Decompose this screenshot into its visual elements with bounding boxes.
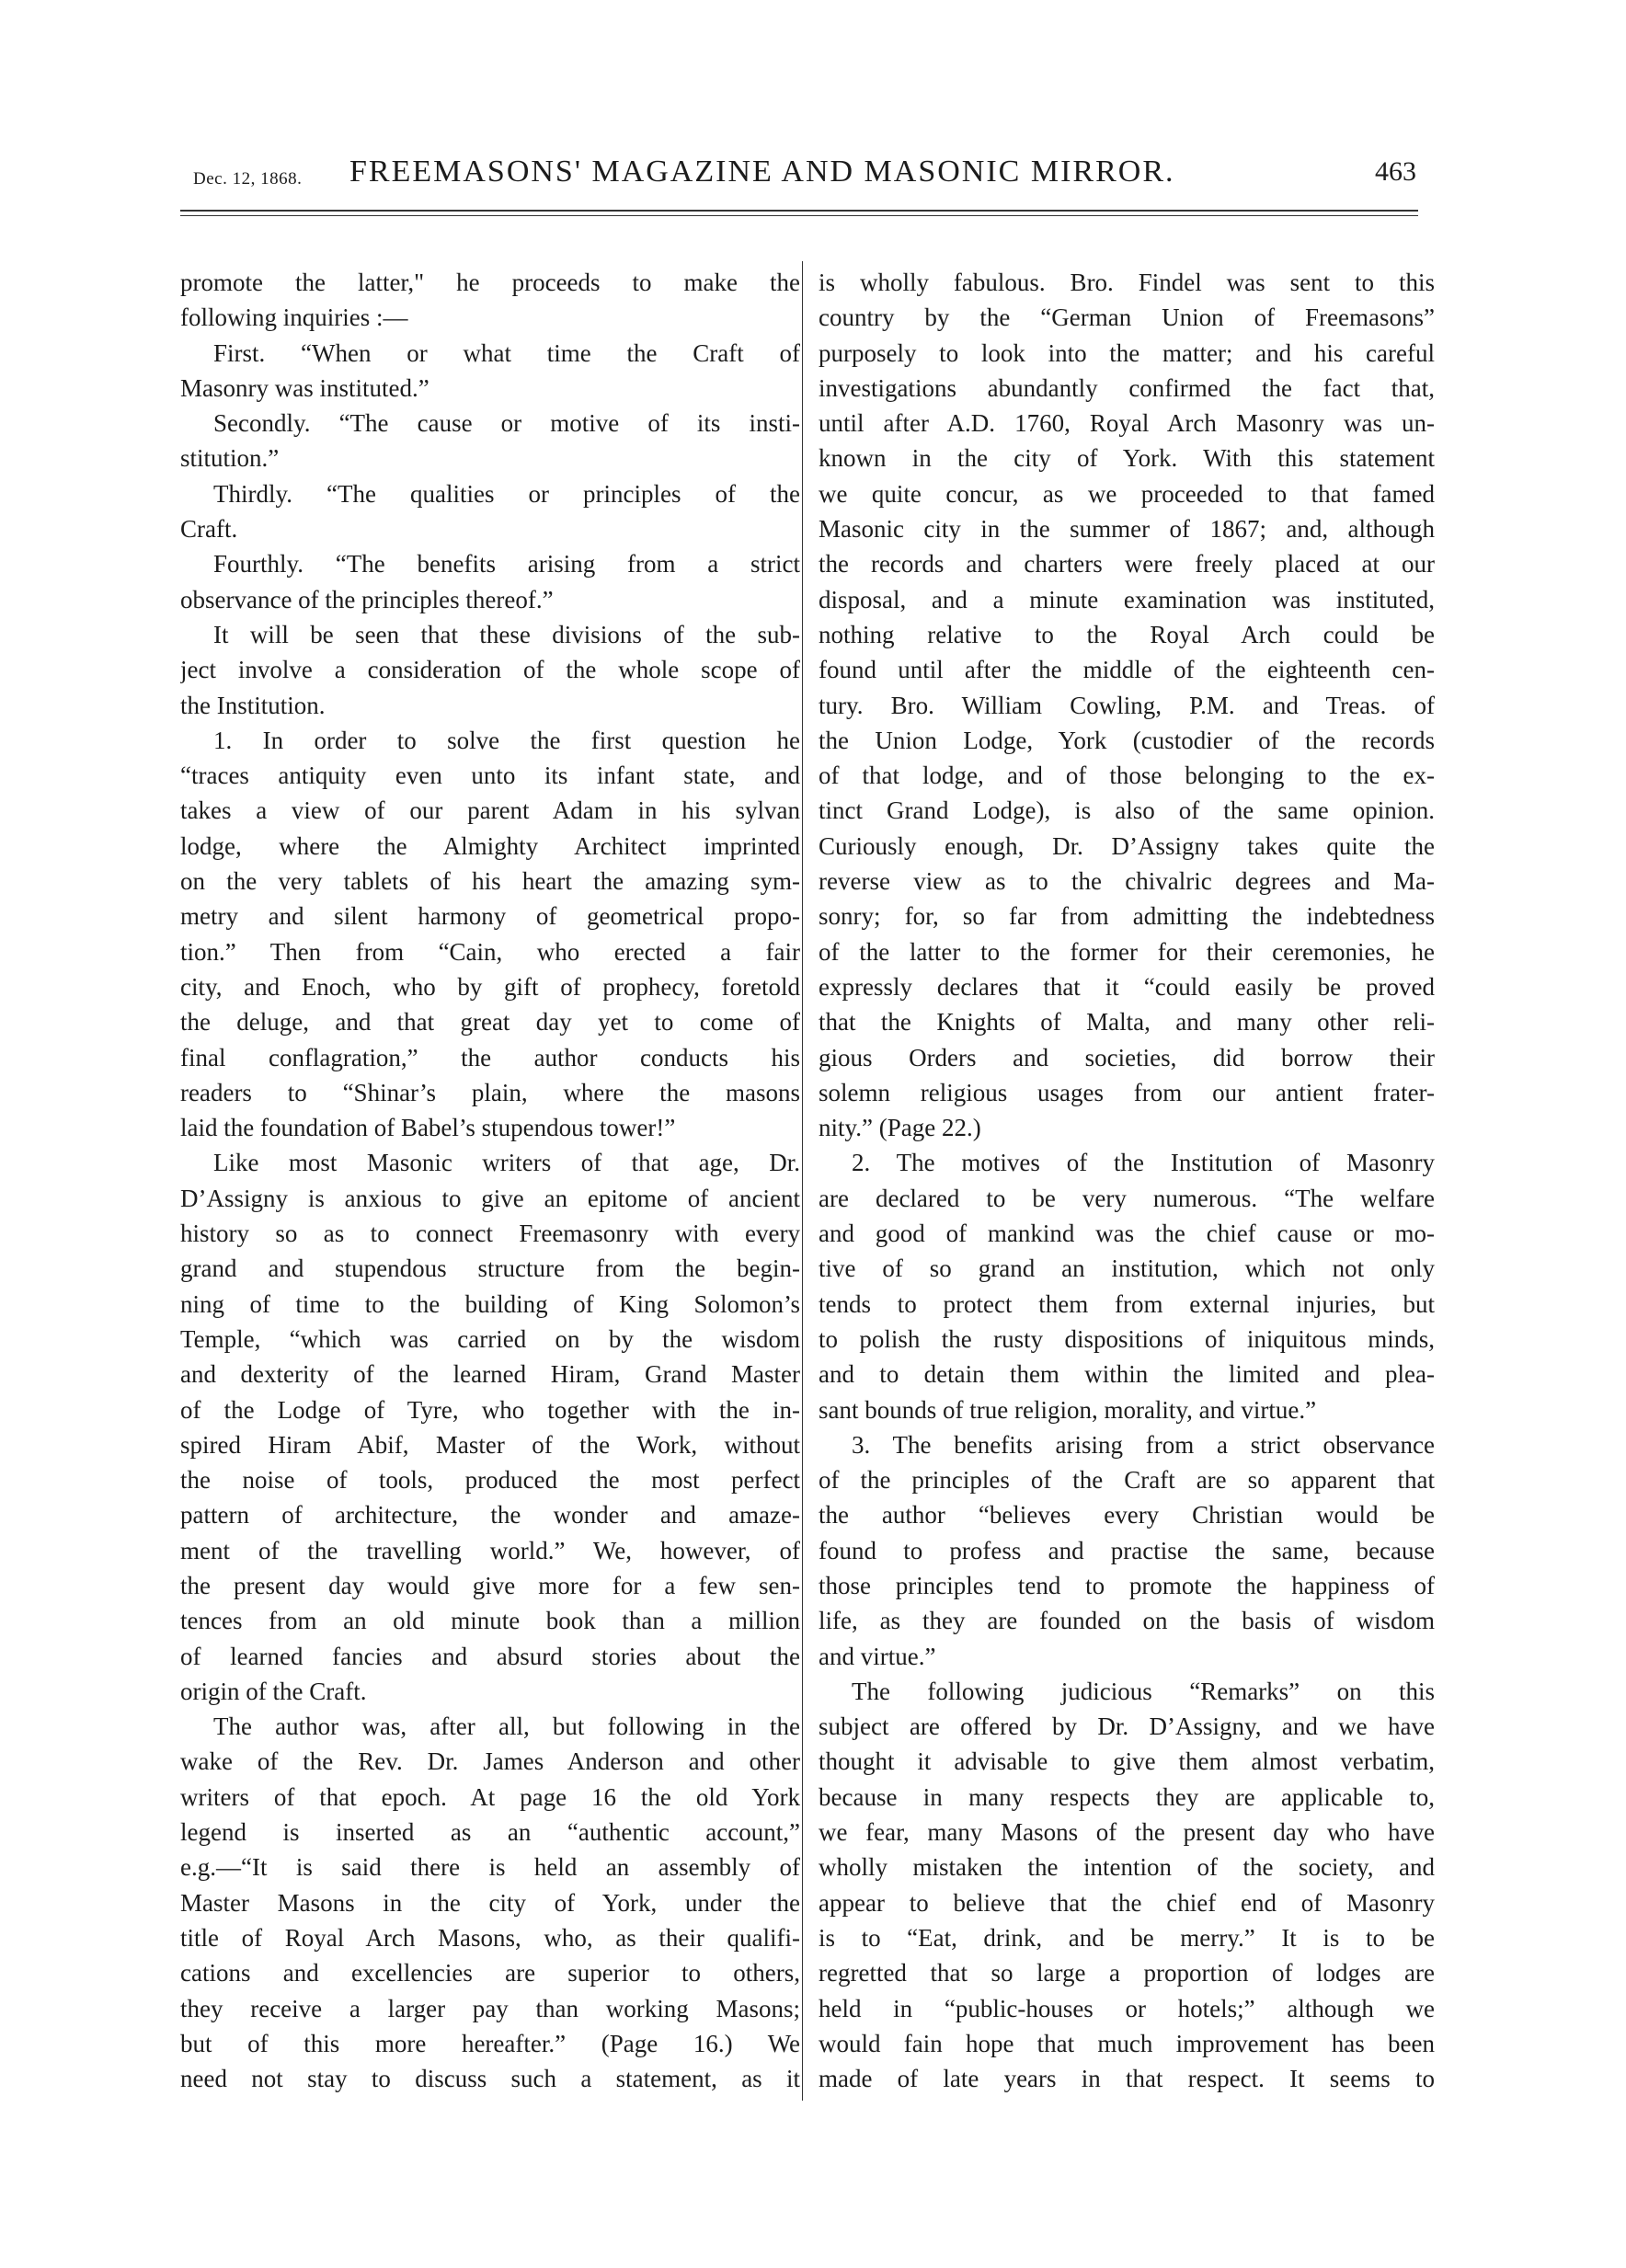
text-line: reverse view as to the chivalric degrees and Ma- xyxy=(819,867,1435,896)
text-line: need not stay to discuss such a statement, as it xyxy=(180,2065,800,2093)
text-line: regretted that so large a proportion of lodges are xyxy=(819,1959,1435,1987)
header-rule-thin xyxy=(180,215,1418,216)
text-line: Craft. xyxy=(180,515,238,544)
text-line: tion.” Then from “Cain, who erected a fair xyxy=(180,937,800,966)
text-line: Like most Masonic writers of that age, Dr. xyxy=(213,1149,800,1177)
text-line: e.g.—“It is said there is held an assembly of xyxy=(180,1853,800,1882)
text-line: city, and Enoch, who by gift of prophecy, foretold xyxy=(180,972,800,1001)
text-line: are declared to be very numerous. “The welfare xyxy=(819,1184,1435,1212)
text-line: The author was, after all, but following in the xyxy=(213,1712,800,1741)
text-line: the author “believes every Christian would be xyxy=(819,1501,1435,1529)
text-line: Masonry was instituted.” xyxy=(180,373,429,402)
text-line: expressly declares that it “could easily be proved xyxy=(819,972,1435,1001)
text-line: made of late years in that respect. It seems to xyxy=(819,2065,1435,2093)
text-line: thought it advisable to give them almost verbatim, xyxy=(819,1747,1435,1776)
text-line: tury. Bro. William Cowling, P.M. and Treas. of xyxy=(819,691,1435,719)
text-line: takes a view of our parent Adam in his sylvan xyxy=(180,796,800,825)
text-line: sant bounds of true religion, morality, and virtue.” xyxy=(819,1395,1317,1424)
text-line: tinct Grand Lodge), is also of the same opinion. xyxy=(819,796,1435,825)
text-line: the noise of tools, produced the most perfect xyxy=(180,1466,800,1495)
text-line: stitution.” xyxy=(180,444,280,473)
text-line: and good of mankind was the chief cause or mo- xyxy=(819,1220,1435,1248)
right-column xyxy=(819,265,1435,2104)
text-line: that the Knights of Malta, and many other reli- xyxy=(819,1008,1435,1037)
magazine-title: FREEMASONS' MAGAZINE AND MASONIC MIRROR. xyxy=(349,155,1175,189)
text-line: subject are offered by Dr. D’Assigny, and we have xyxy=(819,1712,1435,1741)
text-line: Master Masons in the city of York, under the xyxy=(180,1888,800,1917)
page-header xyxy=(0,147,1626,199)
text-line: tences from an old minute book than a million xyxy=(180,1607,800,1635)
text-line: until after A.D. 1760, Royal Arch Masonry was un- xyxy=(819,409,1435,438)
text-line: the Union Lodge, York (custodier of the records xyxy=(819,726,1435,754)
text-line: those principles tend to promote the happiness of xyxy=(819,1571,1435,1599)
text-line: held in “public-houses or hotels;” although we xyxy=(819,1994,1435,2022)
text-line: and to detain them within the limited and plea- xyxy=(819,1360,1435,1389)
text-line: cations and excellencies are superior to others, xyxy=(180,1959,800,1987)
page-number: 463 xyxy=(1375,156,1416,187)
text-line: the Institution. xyxy=(180,691,326,719)
text-line: nity.” (Page 22.) xyxy=(819,1114,981,1142)
text-line: First. “When or what time the Craft of xyxy=(213,338,800,367)
text-line: 3. The benefits arising from a strict observance xyxy=(852,1430,1435,1459)
text-line: origin of the Craft. xyxy=(180,1677,367,1705)
text-line: grand and stupendous structure from the begin- xyxy=(180,1254,800,1283)
text-line: tive of so grand an institution, which not only xyxy=(819,1254,1435,1283)
text-line: tends to protect them from external injuries, but xyxy=(819,1289,1435,1318)
text-line: would fain hope that much improvement has been xyxy=(819,2029,1435,2057)
text-line: of the Lodge of Tyre, who together with the in- xyxy=(180,1395,800,1424)
text-line: but of this more hereafter.” (Page 16.) We xyxy=(180,2029,800,2057)
text-line: laid the foundation of Babel’s stupendous tower!” xyxy=(180,1114,676,1142)
text-line: because in many respects they are applicable to, xyxy=(819,1782,1435,1811)
text-line: investigations abundantly confirmed the fact that, xyxy=(819,373,1435,402)
issue-date: Dec. 12, 1868. xyxy=(193,169,303,189)
text-line: readers to “Shinar’s plain, where the masons xyxy=(180,1078,800,1106)
text-line: country by the “German Union of Freemasons” xyxy=(819,304,1435,332)
text-line: they receive a larger pay than working Masons; xyxy=(180,1994,800,2022)
text-line: appear to believe that the chief end of Masonry xyxy=(819,1888,1435,1917)
text-line: the records and charters were freely placed at our xyxy=(819,550,1435,578)
text-line: on the very tablets of his heart the amazing sym- xyxy=(180,867,800,896)
text-line: Secondly. “The cause or motive of its insti- xyxy=(213,409,800,438)
text-line: lodge, where the Almighty Architect imprinted xyxy=(180,831,800,860)
text-line: The following judicious “Remarks” on this xyxy=(852,1677,1435,1705)
text-line: ment of the travelling world.” We, however, of xyxy=(180,1536,800,1564)
text-line: It will be seen that these divisions of the sub- xyxy=(213,620,800,648)
text-line: is to “Eat, drink, and be merry.” It is to be xyxy=(819,1923,1435,1952)
text-line: writers of that epoch. At page 16 the old York xyxy=(180,1782,800,1811)
text-line: pattern of architecture, the wonder and amaze- xyxy=(180,1501,800,1529)
text-line: we fear, many Masons of the present day who have xyxy=(819,1818,1435,1847)
text-line: ning of time to the building of King Solomon’s xyxy=(180,1289,800,1318)
text-line: we quite concur, as we proceeded to that famed xyxy=(819,479,1435,508)
text-line: is wholly fabulous. Bro. Findel was sent to this xyxy=(819,269,1435,296)
text-line: and dexterity of the learned Hiram, Grand Master xyxy=(180,1360,800,1389)
text-line: the deluge, and that great day yet to come of xyxy=(180,1008,800,1037)
text-line: of that lodge, and of those belonging to the ex- xyxy=(819,762,1435,790)
header-rule xyxy=(180,210,1418,212)
text-line: found to profess and practise the same, because xyxy=(819,1536,1435,1564)
text-line: Masonic city in the summer of 1867; and, although xyxy=(819,515,1435,544)
text-line: of the principles of the Craft are so apparent that xyxy=(819,1466,1435,1495)
text-line: gious Orders and societies, did borrow their xyxy=(819,1043,1435,1071)
text-line: wholly mistaken the intention of the society, and xyxy=(819,1853,1435,1882)
text-line: Curiously enough, Dr. D’Assigny takes quite the xyxy=(819,831,1435,860)
text-line: spired Hiram Abif, Master of the Work, without xyxy=(180,1430,800,1459)
column-divider xyxy=(802,261,803,2101)
text-line: Thirdly. “The qualities or principles of the xyxy=(213,479,800,508)
text-line: observance of the principles thereof.” xyxy=(180,585,554,613)
text-line: nothing relative to the Royal Arch could be xyxy=(819,620,1435,648)
text-line: to polish the rusty dispositions of iniquitous minds, xyxy=(819,1324,1435,1353)
text-line: final conflagration,” the author conducts his xyxy=(180,1043,800,1071)
text-line: following inquiries :— xyxy=(180,304,408,332)
text-line: 1. In order to solve the first question he xyxy=(213,726,800,754)
text-line: Fourthly. “The benefits arising from a strict xyxy=(213,550,800,578)
text-line: solemn religious usages from our antient frater- xyxy=(819,1078,1435,1106)
text-line: sonry; for, so far from admitting the indebtedness xyxy=(819,902,1435,931)
text-line: found until after the middle of the eighteenth cen- xyxy=(819,656,1435,684)
text-line: promote the latter," he proceeds to make the xyxy=(180,269,800,296)
text-line: Temple, “which was carried on by the wisdom xyxy=(180,1324,800,1353)
text-line: wake of the Rev. Dr. James Anderson and other xyxy=(180,1747,800,1776)
text-line: life, as they are founded on the basis of wisdom xyxy=(819,1607,1435,1635)
text-line: the present day would give more for a few sen- xyxy=(180,1571,800,1599)
text-line: legend is inserted as an “authentic account,” xyxy=(180,1818,800,1847)
left-column xyxy=(180,265,800,2104)
text-line: disposal, and a minute examination was instituted, xyxy=(819,585,1435,613)
text-line: 2. The motives of the Institution of Masonry xyxy=(852,1149,1435,1177)
text-line: ject involve a consideration of the whole scope of xyxy=(180,656,800,684)
text-line: D’Assigny is anxious to give an epitome of ancient xyxy=(180,1184,800,1212)
text-line: of the latter to the former for their ceremonies, he xyxy=(819,937,1435,966)
text-line: known in the city of York. With this statement xyxy=(819,444,1435,473)
text-line: purposely to look into the matter; and his careful xyxy=(819,338,1435,367)
text-line: history so as to connect Freemasonry with every xyxy=(180,1220,800,1248)
text-line: of learned fancies and absurd stories about the xyxy=(180,1642,800,1670)
text-line: and virtue.” xyxy=(819,1642,936,1670)
text-line: title of Royal Arch Masons, who, as their qualifi- xyxy=(180,1923,800,1952)
text-line: metry and silent harmony of geometrical propo- xyxy=(180,902,800,931)
text-line: “traces antiquity even unto its infant state, and xyxy=(180,762,800,790)
